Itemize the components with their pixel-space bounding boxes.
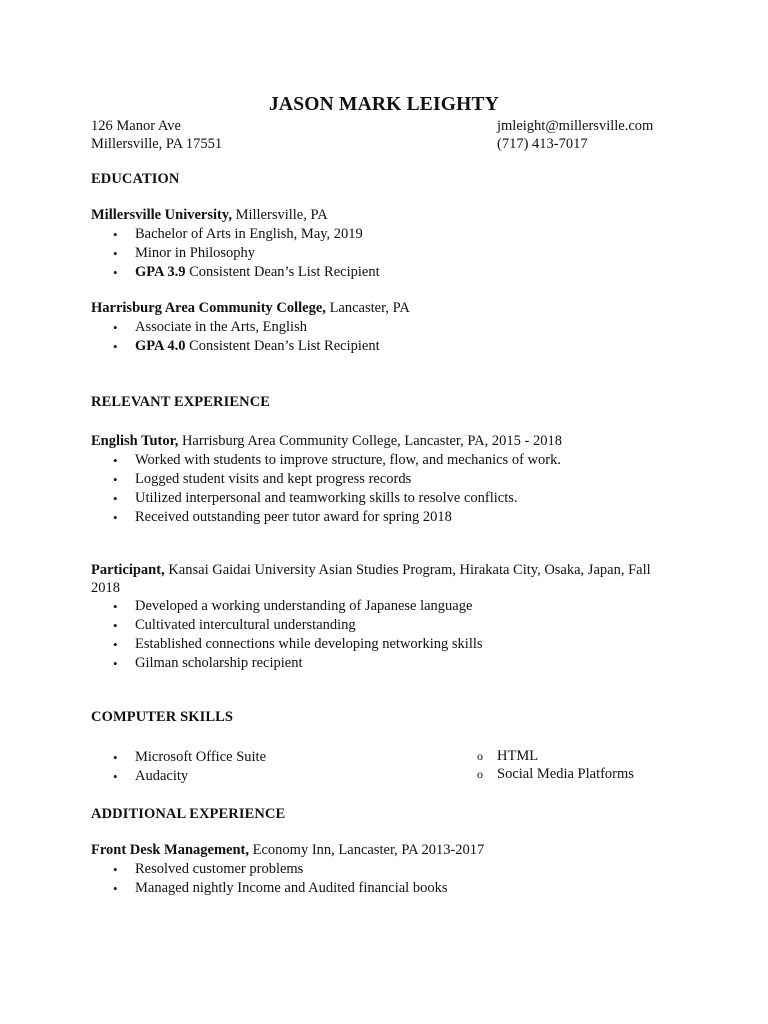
- bullet-icon: •: [113, 637, 118, 652]
- job-role: Front Desk Management,: [91, 842, 250, 858]
- contact-block: [91, 117, 691, 157]
- list-item: • Received outstanding peer tutor award for spring 2018: [113, 509, 452, 525]
- job-duties: [91, 860, 691, 898]
- bullet-icon: •: [113, 881, 118, 896]
- bullet-icon: •: [113, 246, 118, 261]
- list-item: • Logged student visits and kept progress records: [113, 471, 412, 487]
- bullet-icon: •: [113, 453, 118, 468]
- skills-list-right: [477, 747, 727, 783]
- phone: (717) 413-7017: [497, 136, 588, 152]
- bullet-icon: •: [113, 862, 118, 877]
- job-title: [91, 841, 691, 860]
- section-heading: EDUCATION: [91, 171, 180, 187]
- bullet-icon: •: [113, 227, 118, 242]
- school-location: Lancaster, PA: [325, 300, 410, 316]
- list-item: • GPA 4.0 Consistent Dean’s List Recipient: [113, 338, 380, 354]
- school-entry: [91, 206, 691, 282]
- list-item: o Social Media Platforms: [477, 766, 634, 782]
- bullet-icon: •: [113, 491, 118, 506]
- bullet-icon: •: [113, 510, 118, 525]
- circle-bullet-icon: o: [477, 749, 483, 763]
- resume-name: JASON MARK LEIGHTY: [268, 94, 500, 115]
- list-item: • Utilized interpersonal and teamworking skills to resolve conflicts.: [113, 490, 518, 506]
- bullet-icon: •: [113, 265, 118, 280]
- school-entry: [91, 299, 691, 356]
- job-entry: [91, 841, 691, 898]
- skills-list-left: [91, 748, 451, 786]
- bullet-icon: •: [113, 599, 118, 614]
- relevant-experience-heading: [91, 393, 691, 412]
- list-item: • Associate in the Arts, English: [113, 319, 307, 335]
- bullet-icon: •: [113, 656, 118, 671]
- bullet-icon: •: [113, 750, 118, 765]
- school-details: [91, 225, 691, 282]
- section-heading: RELEVANT EXPERIENCE: [91, 394, 271, 410]
- job-entry: [91, 561, 691, 673]
- address-line-1: 126 Manor Ave: [91, 118, 181, 134]
- circle-bullet-icon: o: [477, 767, 483, 781]
- contact-details: [497, 117, 653, 153]
- list-item: • Resolved customer problems: [113, 861, 304, 877]
- job-duties: [91, 597, 691, 673]
- school-location: Millersville, PA: [231, 207, 328, 223]
- bullet-icon: •: [113, 472, 118, 487]
- job-title: [91, 432, 691, 451]
- section-heading: ADDITIONAL EXPERIENCE: [91, 806, 286, 822]
- job-duties: [91, 451, 691, 527]
- school-name: Harrisburg Area Community College,: [91, 300, 326, 316]
- list-item: • Audacity: [113, 768, 189, 784]
- school-title: [91, 206, 691, 225]
- job-role: English Tutor,: [91, 433, 179, 449]
- list-item: • Minor in Philosophy: [113, 245, 256, 261]
- school-details: [91, 318, 691, 356]
- list-item: • Established connections while developing networking skills: [113, 636, 483, 652]
- list-item: • Managed nightly Income and Audited financial books: [113, 880, 448, 896]
- education-heading: [91, 170, 691, 189]
- section-heading: COMPUTER SKILLS: [91, 709, 234, 725]
- bullet-icon: •: [113, 769, 118, 784]
- school-title: [91, 299, 691, 318]
- email: jmleight@millersville.com: [497, 118, 654, 134]
- bullet-icon: •: [113, 618, 118, 633]
- job-detail: Economy Inn, Lancaster, PA 2013-2017: [249, 842, 485, 858]
- list-item: • GPA 3.9 Consistent Dean’s List Recipient: [113, 264, 380, 280]
- list-item: o HTML: [477, 748, 539, 764]
- job-detail: Harrisburg Area Community College, Lancaster, PA, 2015 - 2018: [178, 433, 562, 449]
- list-item: • Cultivated intercultural understanding: [113, 617, 356, 633]
- bullet-icon: •: [113, 320, 118, 335]
- job-title: [91, 561, 691, 579]
- address: [91, 117, 222, 153]
- list-item: • Worked with students to improve structure, flow, and mechanics of work.: [113, 452, 561, 468]
- job-entry: [91, 432, 691, 527]
- job-detail: Kansai Gaidai University Asian Studies Program, Hirakata City, Osaka, Japan, Fall: [164, 562, 651, 578]
- school-name: Millersville University,: [91, 207, 232, 223]
- bullet-icon: •: [113, 339, 118, 354]
- list-item: • Microsoft Office Suite: [113, 749, 267, 765]
- address-line-2: Millersville, PA 17551: [91, 136, 223, 152]
- list-item: • Developed a working understanding of Japanese language: [113, 598, 473, 614]
- computer-skills-heading: [91, 708, 691, 727]
- job-detail-continued: 2018: [91, 580, 120, 596]
- list-item: • Gilman scholarship recipient: [113, 655, 303, 671]
- additional-experience-heading: [91, 805, 691, 824]
- list-item: • Bachelor of Arts in English, May, 2019: [113, 226, 363, 242]
- job-role: Participant,: [91, 562, 165, 578]
